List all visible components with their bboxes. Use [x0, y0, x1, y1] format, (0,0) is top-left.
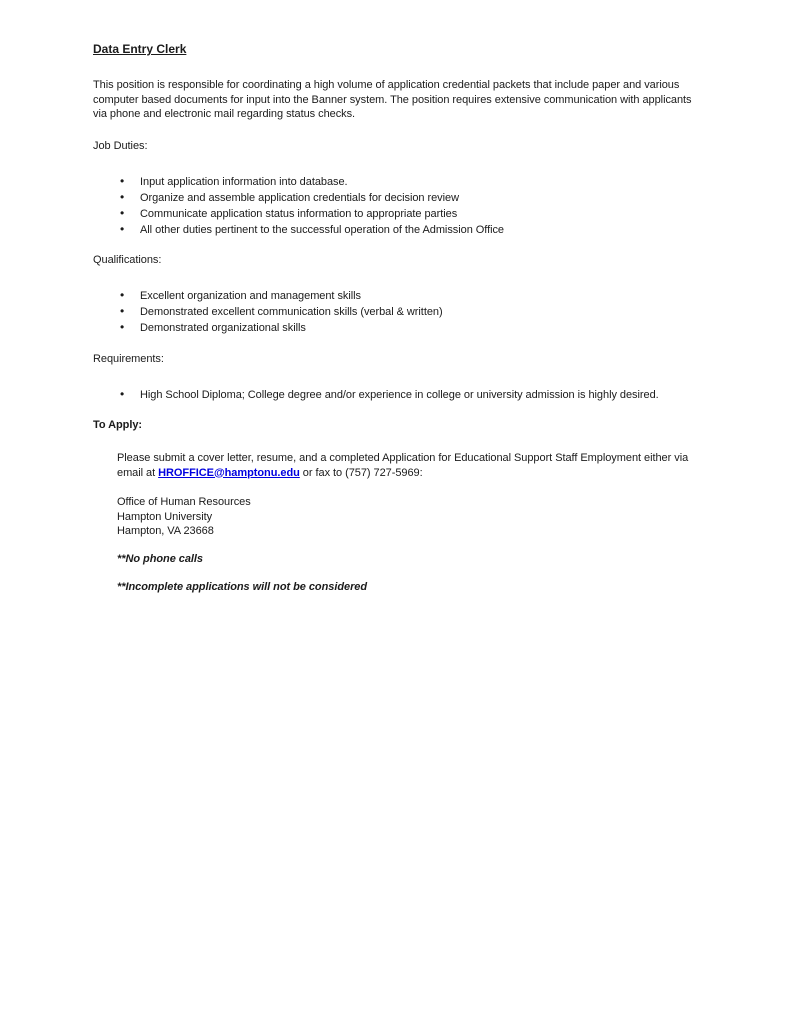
list-item: • Input application information into database.	[120, 175, 668, 190]
intro-paragraph: This position is responsible for coordinating a high volume of application credential packets that include paper and various computer based documents for input into the Banner system. The position requires extensive communication with applicants via phone and electronic mail regarding status checks.	[93, 79, 692, 120]
section-heading-requirements: Requirements:	[93, 352, 164, 365]
apply-text-before-link: Please submit a cover letter, resume, and a completed Application for Educational Support Staff Employment either via email at	[117, 452, 689, 479]
email-link[interactable]: HROFFICE@hamptonu.edu	[158, 466, 300, 479]
apply-paragraph	[117, 451, 693, 480]
job-title: Data Entry Clerk	[93, 42, 187, 56]
address-line-office: Office of Human Resources	[117, 496, 251, 508]
list-item: • Demonstrated organizational skills	[120, 321, 668, 336]
apply-text-after-link: or fax to (757) 727-5969:	[299, 466, 423, 479]
qualifications-list	[93, 289, 668, 336]
address-line-university: Hampton University	[117, 510, 213, 523]
note-incomplete-applications: **Incomplete applications will not be considered	[117, 581, 368, 593]
section-heading-to-apply: To Apply:	[93, 419, 143, 431]
apply-instructions-block	[117, 451, 693, 595]
note-no-phone-calls: **No phone calls	[117, 552, 203, 565]
list-item: • Organize and assemble application credentials for decision review	[120, 191, 668, 206]
section-heading-qualifications: Qualifications:	[93, 254, 162, 266]
list-item: • Excellent organization and management skills	[120, 289, 668, 304]
list-item: • Demonstrated excellent communication skills (verbal & written)	[120, 305, 668, 320]
mailing-address	[117, 495, 693, 539]
list-item: • All other duties pertinent to the successful operation of the Admission Office	[120, 223, 668, 238]
address-line-city: Hampton, VA 23668	[117, 525, 214, 537]
section-heading-job-duties: Job Duties:	[93, 139, 148, 152]
list-item: • Communicate application status information to appropriate parties	[120, 207, 668, 222]
list-item: • High School Diploma; College degree and/or experience in college or university admission is highly desired.	[120, 388, 668, 403]
job-duties-list	[93, 175, 668, 238]
requirements-list	[93, 388, 668, 403]
